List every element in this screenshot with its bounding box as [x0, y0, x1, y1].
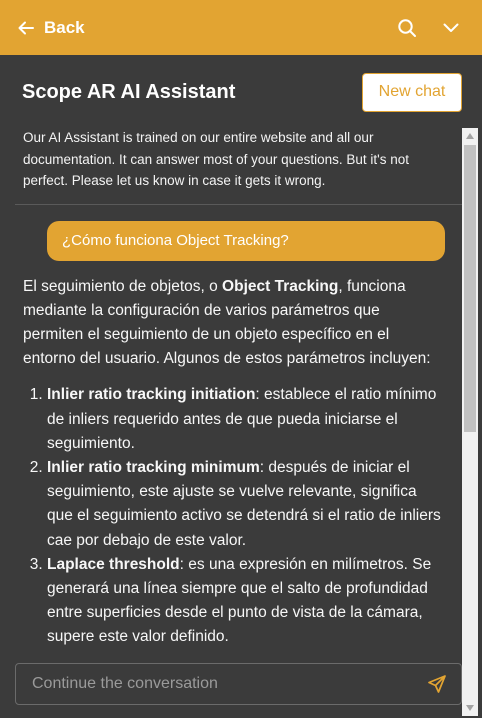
- top-bar: [0, 0, 482, 55]
- arrow-left-icon: [18, 20, 34, 36]
- list-item: 2. Inlier ratio tracking minimum: después de iniciar el seguimiento, este ajuste se vuelve relevante, significa que el seguimiento activo se detendrá si el ratio de inliers cae por debajo de este valor.: [47, 456, 442, 553]
- intro-text: Our AI Assistant is trained on our entire website and all our documentation. It can answer most of your questions. But it's not perfect. Please let us know in case it gets it wrong.: [23, 130, 410, 188]
- divider: [15, 204, 462, 205]
- answer-paragraph: El seguimiento de objetos, o Object Tracking, funciona mediante la configuración de varios parámetros que permiten el seguimiento de un objeto específico en el entorno del usuario. Algunos de estos parámetros incluyen:: [23, 277, 431, 368]
- assistant-answer: [15, 275, 462, 650]
- message-composer: [15, 663, 462, 705]
- scrollbar-thumb[interactable]: [464, 145, 476, 432]
- back-button[interactable]: [18, 18, 85, 38]
- panel-title: Scope AR AI Assistant: [22, 80, 236, 103]
- send-icon[interactable]: [425, 672, 449, 696]
- scrollbar[interactable]: [462, 128, 478, 716]
- scroll-down-icon[interactable]: [462, 700, 478, 716]
- new-chat-button[interactable]: New chat: [362, 73, 462, 112]
- search-icon[interactable]: [396, 17, 418, 39]
- list-item: 3. Laplace threshold: es una expresión en milímetros. Se generará una línea siempre que el salto de profundidad entre superficies desde el punto de vista de la cámara, supere este valor definido.: [47, 553, 442, 650]
- user-question-bubble: ¿Cómo funciona Object Tracking?: [47, 221, 445, 261]
- chevron-down-icon[interactable]: [440, 17, 462, 39]
- assistant-panel: [0, 55, 482, 718]
- back-label: Back: [44, 17, 85, 37]
- list-item: 1. Inlier ratio tracking initiation: establece el ratio mínimo de inliers requerido antes de que pueda iniciarse el seguimiento.: [47, 383, 442, 456]
- scroll-up-icon[interactable]: [462, 128, 478, 144]
- message-input[interactable]: [16, 663, 425, 705]
- panel-header: [22, 73, 462, 111]
- conversation-scroll-area[interactable]: [15, 127, 462, 715]
- answer-list: [23, 383, 442, 649]
- top-actions: [396, 17, 482, 39]
